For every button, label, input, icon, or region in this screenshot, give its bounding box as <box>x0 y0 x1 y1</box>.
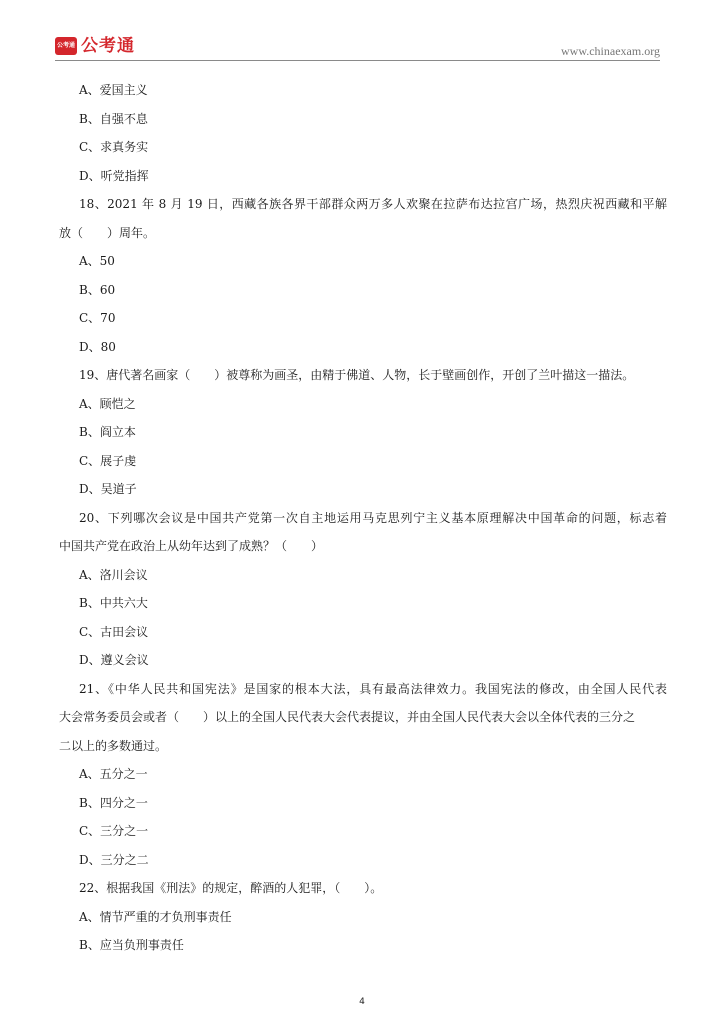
logo-text: 公考通 <box>81 36 135 56</box>
option-b: B、自强不息 <box>79 111 148 126</box>
exam-content <box>59 76 667 960</box>
option-c: C、展子虔 <box>79 453 137 468</box>
question-21-line-2: 大会常务委员会或者（ ）以上的全国人民代表大会代表提议，并由全国人民代表大会以全体代表的三分之 <box>59 710 636 724</box>
page-header <box>0 0 724 62</box>
option-d: D、听党指挥 <box>79 168 149 183</box>
option-b: B、中共六大 <box>79 596 148 610</box>
option-a: A、五分之一 <box>79 767 148 781</box>
site-url[interactable]: www.chinaexam.org <box>561 44 660 58</box>
option-a: A、顾恺之 <box>79 396 136 411</box>
logo-badge-icon: 公考通 <box>55 37 77 55</box>
option-a: A、情节严重的才负刑事责任 <box>79 909 232 924</box>
question-18-line-1: 18、2021 年 8 月 19 日，西藏各族各界干部群众两万多人欢聚在拉萨布达拉宫广场，热烈庆祝西藏和平解 <box>79 197 667 211</box>
option-c: C、三分之一 <box>79 824 149 838</box>
option-d: D、吴道子 <box>79 482 137 496</box>
option-c: C、古田会议 <box>79 624 149 639</box>
option-a: A、50 <box>79 254 115 268</box>
option-c: C、70 <box>79 311 116 325</box>
option-d: D、遵义会议 <box>79 653 149 667</box>
question-20-line-1: 20、下列哪次会议是中国共产党第一次自主地运用马克思列宁主义基本原理解决中国革命的问题，标志着 <box>79 510 667 525</box>
option-b: B、阎立本 <box>79 425 136 439</box>
option-b: B、应当负刑事责任 <box>79 938 184 952</box>
option-b: B、60 <box>79 282 116 297</box>
option-c: C、求真务实 <box>79 140 149 154</box>
option-d: D、三分之二 <box>79 852 149 867</box>
option-d: D、80 <box>79 339 116 354</box>
option-a: A、爱国主义 <box>79 83 148 97</box>
option-a: A、洛川会议 <box>79 567 148 582</box>
page-number: 4 <box>359 997 365 1007</box>
question-21-line-1: 21、《中华人民共和国宪法》是国家的根本大法，具有最高法律效力。我国宪法的修改，由全国人民代表 <box>79 681 667 696</box>
question-22: 22、根据我国《刑法》的规定，醉酒的人犯罪，（ ）。 <box>79 881 383 895</box>
question-21-line-3: 二以上的多数通过。 <box>59 738 168 753</box>
question-20-line-2: 中国共产党在政治上从幼年达到了成熟？（ ） <box>59 539 324 553</box>
question-18-line-2: 放（ ）周年。 <box>59 225 156 240</box>
question-19: 19、唐代著名画家（ ）被尊称为画圣，由精于佛道、人物，长于壁画创作，开创了兰叶描这一描法。 <box>79 368 635 382</box>
option-b: B、四分之一 <box>79 795 148 810</box>
brand-logo[interactable] <box>55 36 135 56</box>
header-divider <box>55 60 660 61</box>
